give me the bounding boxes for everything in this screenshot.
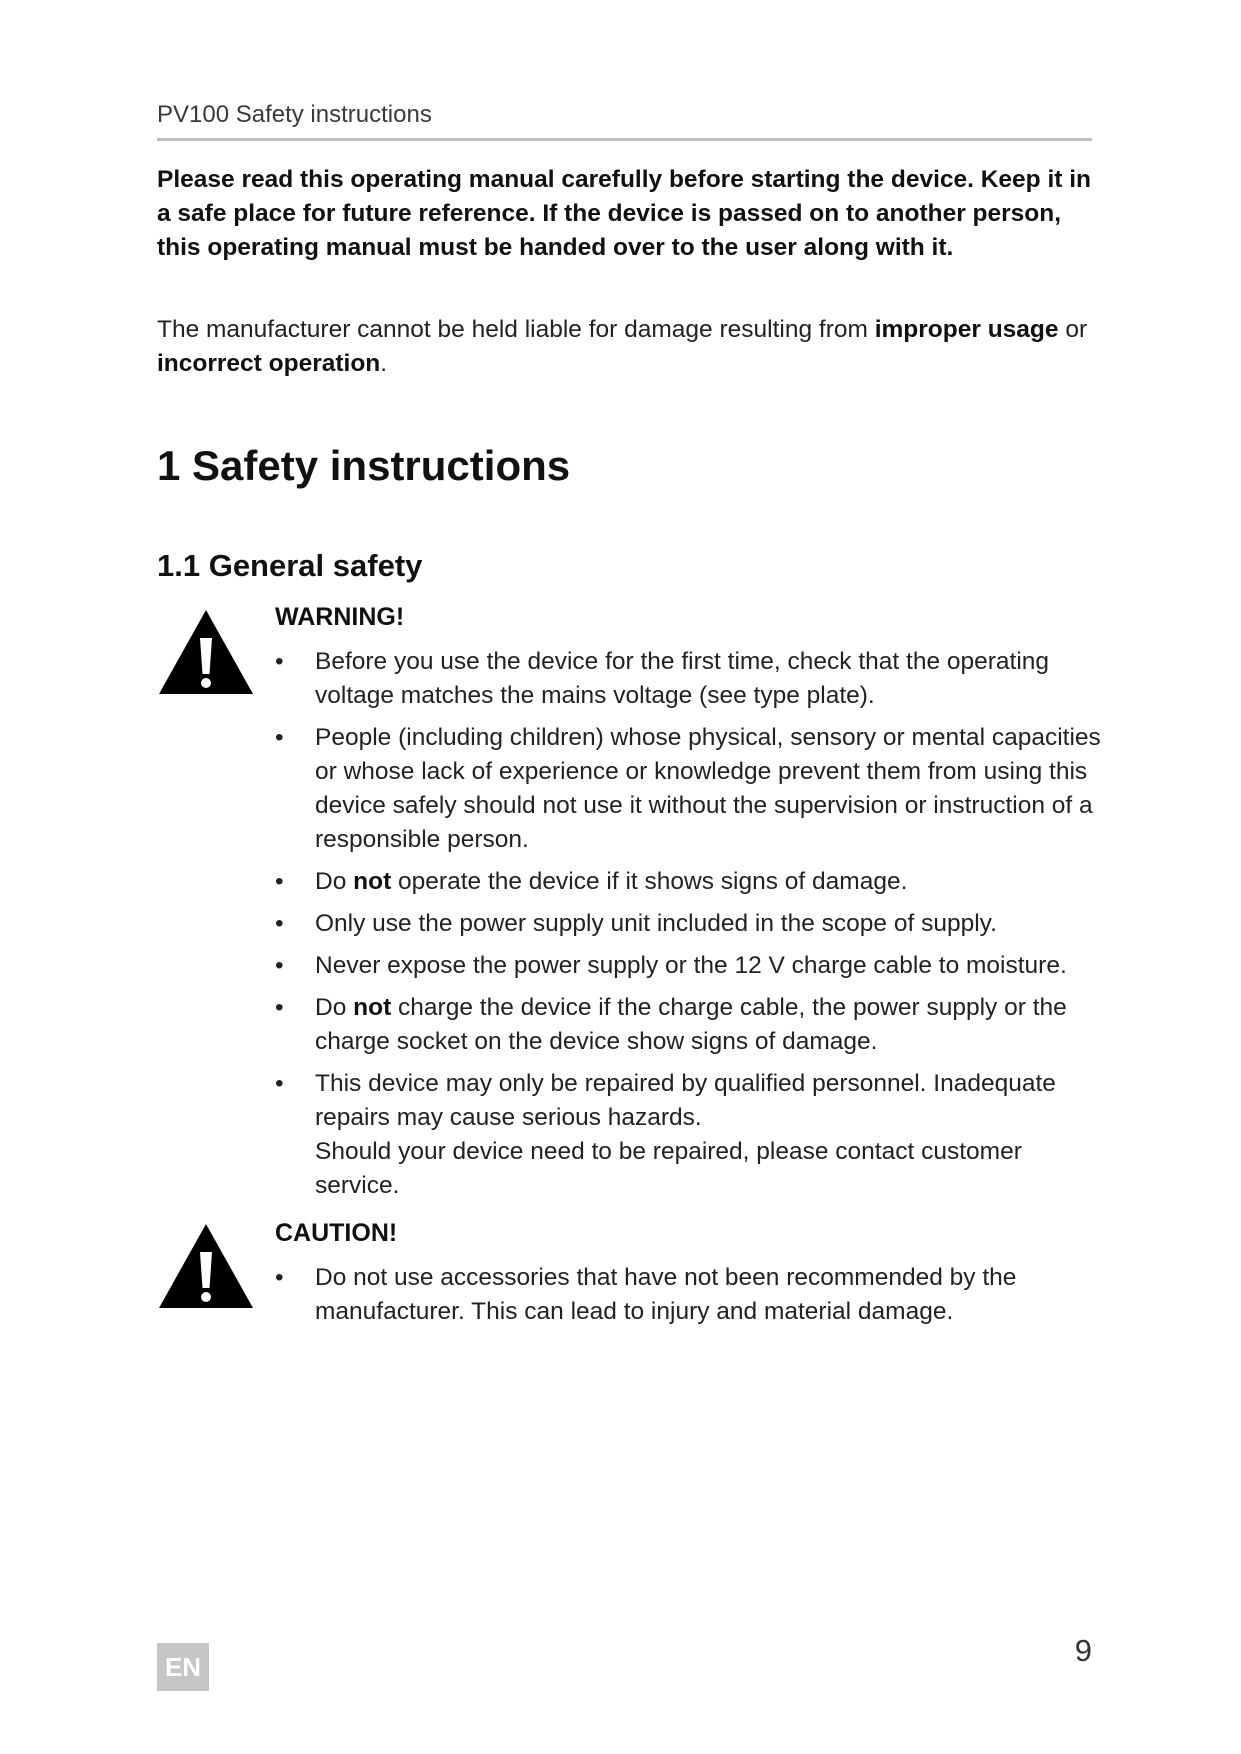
running-header: PV100 Safety instructions xyxy=(157,101,432,128)
liability-period: . xyxy=(380,350,388,377)
bullet-marker: • xyxy=(275,910,284,937)
warning-item-text: Do xyxy=(315,994,354,1021)
bullet-marker: • xyxy=(275,952,284,979)
bullet-marker: • xyxy=(275,1264,284,1291)
chapter-title: 1 Safety instructions xyxy=(157,442,571,489)
warning-item-text: operate the device if it shows signs of damage. xyxy=(391,868,908,895)
warning-item-emphasis: not xyxy=(353,994,392,1021)
warning-item-text: Before you use the device for the first time, check that the operating voltage matches the mains voltage (see type plate). xyxy=(315,648,1050,709)
bullet-marker: • xyxy=(275,724,284,751)
bullet-marker: • xyxy=(275,1070,284,1097)
warning-list xyxy=(275,645,1105,1211)
warning-item-text: Should your device need to be repaired, please contact customer service. xyxy=(315,1138,1022,1199)
liability-statement xyxy=(157,313,1097,381)
caution-list xyxy=(275,1261,1105,1337)
warning-item-text: This device may only be repaired by qualified personnel. Inadequate repairs may cause serious hazards. xyxy=(315,1070,1056,1131)
warning-label: WARNING! xyxy=(275,603,405,631)
warning-triangle-icon xyxy=(157,608,255,696)
liability-emphasis-improper-usage: improper usage xyxy=(874,316,1059,343)
warning-item xyxy=(275,721,1105,857)
liability-text: The manufacturer cannot be held liable for damage resulting from xyxy=(157,316,875,343)
language-badge: EN xyxy=(157,1643,209,1691)
bullet-marker: • xyxy=(275,868,284,895)
warning-item-text: charge the device if the charge cable, the power supply or the charge socket on the device show signs of damage. xyxy=(315,994,1067,1055)
warning-item-text: Only use the power supply unit included in the scope of supply. xyxy=(315,910,997,937)
caution-triangle-icon xyxy=(157,1222,255,1310)
bullet-marker: • xyxy=(275,648,284,675)
warning-item xyxy=(275,865,1105,899)
page-number: 9 xyxy=(1074,1633,1092,1668)
section-title: 1.1 General safety xyxy=(157,548,423,583)
header-divider xyxy=(157,138,1092,141)
caution-item-text: Do not use accessories that have not been recommended by the manufacturer. This can lead to injury and material damage. xyxy=(315,1264,1017,1325)
warning-item xyxy=(275,949,1105,983)
warning-item-emphasis: not xyxy=(353,868,392,895)
warning-item-text: Never expose the power supply or the 12 V charge cable to moisture. xyxy=(315,952,1067,979)
warning-item xyxy=(275,1067,1105,1203)
caution-label: CAUTION! xyxy=(275,1219,398,1247)
warning-item xyxy=(275,991,1105,1059)
liability-text-or: or xyxy=(1058,316,1088,343)
intro-notice: Please read this operating manual carefully before starting the device. Keep it in a safe place for future reference. If the device is passed on to another person, this operating manual must be handed over to the user along with it. xyxy=(157,166,1092,261)
warning-item-text: People (including children) whose physical, sensory or mental capacities or whose lack of experience or knowledge prevent them from using this device safely should not use it without the supervision or instruction of a responsible person. xyxy=(315,724,1101,853)
liability-emphasis-incorrect-operation: incorrect operation xyxy=(157,350,381,377)
warning-item xyxy=(275,645,1105,713)
bullet-marker: • xyxy=(275,994,284,1021)
warning-item-text: Do xyxy=(315,868,354,895)
caution-item xyxy=(275,1261,1105,1329)
warning-item xyxy=(275,907,1105,941)
